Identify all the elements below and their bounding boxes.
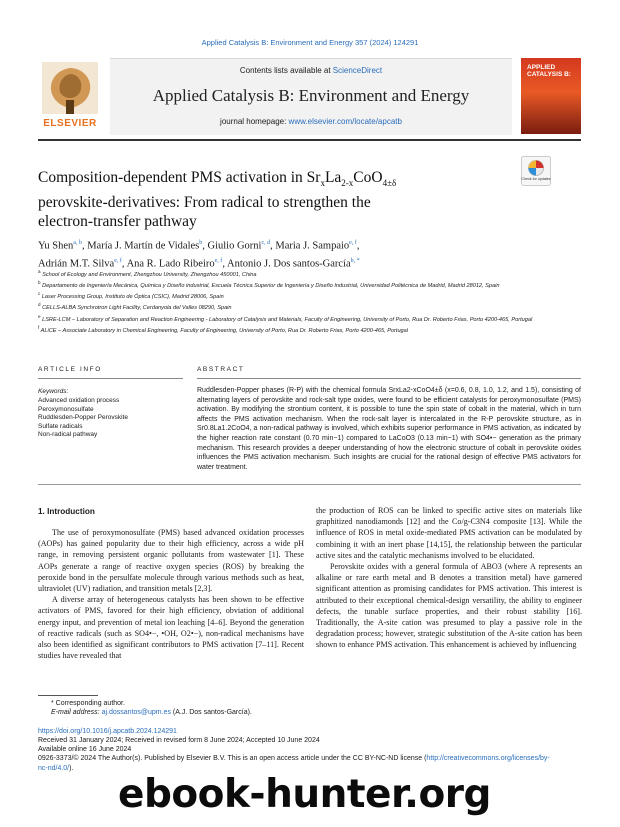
affiliation-item xyxy=(38,313,558,324)
doi-link[interactable]: https://doi.org/10.1016/j.apcatb.2024.124291 xyxy=(38,727,177,735)
affiliation-text: Departamento de Ingeniería Mecánica, Química y Diseño industrial, Escuela Técnica Superior de Ingeniería y Diseño Industrial, Universidad Politécnica de Madrid, Madrid 28012, Spain xyxy=(42,283,500,290)
author-name[interactable]: Antonio J. Dos santos-García xyxy=(226,258,351,269)
check-for-updates-label: Check for updates xyxy=(521,177,551,181)
body-paragraph: Perovskite oxides with a general formula of ABO3 (where A represents an alkaline or rare earth metal and B denotes a transition metal) have garnered significant attention as promising candidates for PMS activation. This interest is attributed to their exceptional chemical-design versatility, the ability to engineer defects, the tunable surface properties, and their robust stability [16]. Traditionally, the A-site cation was presumed to play a passive role in the degradation process; however, strategic substitution of the A-site cation has been shown to enhance PMS activation. This enhancement is achieved by influencing xyxy=(316,562,582,650)
homepage-link[interactable]: www.elsevier.com/locate/apcatb xyxy=(288,117,402,126)
author-affil-sup[interactable]: c, d xyxy=(261,240,271,246)
affiliation-sup: e xyxy=(38,313,41,319)
affiliation-sup: f xyxy=(38,324,40,330)
abstract-rule xyxy=(197,378,581,379)
author-name[interactable]: María J. Martín de Vidales xyxy=(87,240,200,252)
publisher-name: ELSEVIER xyxy=(43,118,97,129)
author-affil-sup[interactable]: e, f xyxy=(349,240,357,246)
abstract-heading: ABSTRACT xyxy=(197,366,245,373)
journal-cover[interactable] xyxy=(521,58,581,134)
keyword-item: Ruddlesden-Popper Perovskite xyxy=(38,414,128,422)
keyword-item: Advanced oxidation process xyxy=(38,397,120,404)
license-prefix: 0926-3373/© 2024 The Author(s). Published by Elsevier B.V. This is an open access article under the CC BY-NC-ND license ( xyxy=(38,755,427,763)
journal-header xyxy=(110,58,512,135)
author-name[interactable]: Ana R. Lado Ribeiro xyxy=(126,258,215,269)
footnotes xyxy=(38,699,558,773)
cover-title: APPLIED CATALYSIS B: xyxy=(527,64,571,78)
email-link[interactable]: aj.dossantos@upm.es xyxy=(101,709,171,717)
affiliation-sup: d xyxy=(38,302,41,308)
sciencedirect-link[interactable]: ScienceDirect xyxy=(332,66,383,75)
affiliation-text: LSRE-LCM – Laboratory of Separation and Reaction Engineering - Laboratory of Catalysis and Materials, Faculty of Engineering, University of Porto, Rua Dr. Roberto Frias, Porto 4200-465, Portugal xyxy=(42,316,533,323)
keyword-item: Non-radical pathway xyxy=(38,431,98,439)
crossmark-icon xyxy=(521,156,551,186)
section-heading-introduction: 1. Introduction xyxy=(38,507,95,516)
affiliation-item xyxy=(38,268,558,279)
title-line-3: electron-transfer pathway xyxy=(38,213,197,231)
affiliation-item xyxy=(38,324,558,335)
contents-line xyxy=(110,66,512,75)
contents-prefix: Contents lists available at xyxy=(239,66,333,75)
journal-reference[interactable]: Applied Catalysis B: Environment and Energy 357 (2024) 124291 xyxy=(201,38,419,47)
keyword-item: Peroxymonosulfate xyxy=(38,405,94,413)
abstract-bottom-rule xyxy=(38,484,581,485)
header-divider xyxy=(38,139,581,141)
affiliation-text: School of Ecology and Environment, Zhengzhou University, Zhengzhou 450001, China xyxy=(42,271,257,278)
body-paragraph: A diverse array of heterogeneous catalysts has been shown to be effective activators of PMS, favored for their high efficiency, obviation of additional energy input, and prevention of metal ion leaching [4–6]. Beyond the generation of reactive radicals (such as SO4•−, •OH, O2•−), non-radical mechanisms have also been identified as significant contributors to PMS activation [7–11]. Recent studies have revealed that xyxy=(38,595,304,661)
watermark-text: ebook-hunter.org xyxy=(118,772,491,817)
title-line-1: Composition-dependent PMS activation in Sr xyxy=(38,169,321,186)
email-suffix: (A.J. Dos santos-García). xyxy=(170,709,252,717)
affiliation-item xyxy=(38,301,558,312)
available-online: Available online 16 June 2024 xyxy=(38,746,132,754)
affiliation-text: CELLS-ALBA Synchrotron Light Facility, Cerdanyola del Valles 08290, Spain xyxy=(42,305,232,312)
affiliation-text: ALiCE – Associate Laboratory in Chemical Engineering, Faculty of Engineering, University of Porto, Rua Dr. Roberto Frias, Porto 4200-465, Portugal xyxy=(40,327,409,334)
affiliation-sup: c xyxy=(38,291,41,297)
homepage-line xyxy=(110,117,512,126)
author-affil-sup[interactable]: e, f xyxy=(214,257,223,264)
corresponding-author-note: * Corresponding author. xyxy=(51,700,125,707)
affiliation-sup: b xyxy=(38,280,41,286)
keywords-label: Keywords: xyxy=(38,388,69,395)
keywords-list xyxy=(38,397,128,440)
body-left-column xyxy=(38,527,304,661)
author-name[interactable]: Adrián M.T. Silva xyxy=(38,258,115,269)
author-affil-sup[interactable]: b, * xyxy=(350,257,360,264)
keyword-item: Sulfate radicals xyxy=(38,422,83,430)
body-right-column xyxy=(316,505,582,651)
body-paragraph: the production of ROS can be linked to specific active sites on materials like graphitized nanodiamonds [12] and the Co/g-C3N4 composite [13]. While the influence of ROS in metal oxide-mediated PMS activation can be modulated by combining it with an inert phase [14,15], the relationship between the particular active sites and the catalytic mechanisms involved to be elucidated. xyxy=(316,506,582,560)
author-name[interactable]: Yu Shen xyxy=(38,240,74,252)
email-line xyxy=(38,708,558,717)
affiliation-item xyxy=(38,290,558,301)
license-line xyxy=(38,754,558,773)
affiliation-text: Laser Processing Group, Instituto de Óptica (CSIC), Madrid 28006, Spain xyxy=(41,294,224,301)
journal-title: Applied Catalysis B: Environment and Energy xyxy=(152,86,470,105)
title-line-2: perovskite-derivatives: From radical to strengthen the xyxy=(38,194,371,212)
author-affil-sup[interactable]: b xyxy=(199,240,203,246)
license-link[interactable]: http://creativecommons.org/licenses/by-nc-nd/4.0/ xyxy=(38,755,550,772)
author-line-1: Yu Shen$^{a, b}$, María J. Martín de Vidales$^b$, Giulio Gorni$^{c, d}$, Maria J. Sampaio$^{e, f}$, xyxy=(38,240,360,252)
received-dates: Received 31 January 2024; Received in revised form 8 June 2024; Accepted 10 June 2024 xyxy=(38,736,320,744)
homepage-prefix: journal homepage: xyxy=(220,117,289,126)
author-line-2: Adrián M.T. Silva$^{e, f}$, Ana R. Lado Ribeiro$^{e, f}$, Antonio J. Dos santos-García$^{b, *}$ xyxy=(38,257,360,269)
author-list xyxy=(38,236,508,271)
abstract-text: Ruddlesden-Popper phases (R-P) with the chemical formula SrxLa2-xCoO4±δ (x=0.6, 0.8, 1.0, 1.2, and 1.5), consisting of alternating layers of perovskite and rock-salt type oxides, were found to be efficient catalysts for peroxymonosulfate (PMS) activation. By modifying the strontium content, it is possible to tune the spin state of cobalt in the material, which in turn affects the PMS activation mechanism. When the rock-salt layer is intercalated in the R-P perovskite structure, as in Sr0.8La1.2CoO4, a non-radical pathway is involved, which exhibits superior performance in PMS activation, as indicated by the higher reaction rate constant (0.70 min−1) compared to LaCoO3 (0.13 min−1) with SO4•− generation as the primary mechanism. This research provides a deeper understanding of how the electronic structure of cobalt in perovskite oxides influences the PMS activation mechanism. Such insights are crucial for the rational design of effective PMS activators for water treatment. xyxy=(197,387,581,471)
body-paragraph: The use of peroxymonosulfate (PMS) based advanced oxidation processes (AOPs) has gained popularity due to their high efficiency, across a wide pH range, in removing persistent organic pollutants from wastewater [1]. These AOPs generate a range of reactive oxygen species (ROS) by breaking the peroxide bond in the persulfate molecule through various methods such as heat, ultraviolet (UV) radiation, and transition metals [2,3]. xyxy=(38,528,304,594)
author-affil-sup[interactable]: a, b xyxy=(73,240,82,246)
article-info-rule xyxy=(38,378,183,379)
affiliation-sup: a xyxy=(38,269,41,274)
article-title: Composition-dependent PMS activation in $Sr_xLa_{2-x}CoO_{4\pm\delta}$ perovskite-derivatives: From radical to strengthen the electron-transfer pathway xyxy=(38,168,508,231)
footnote-rule xyxy=(38,695,98,696)
author-name[interactable]: Giulio Gorni xyxy=(207,240,262,252)
license-suffix: ). xyxy=(69,764,74,772)
author-name[interactable]: Maria J. Sampaio xyxy=(275,240,350,252)
affiliation-item xyxy=(38,279,558,290)
affiliations xyxy=(38,268,558,335)
article-info-heading: ARTICLE INFO xyxy=(38,366,102,373)
author-affil-sup[interactable]: e, f xyxy=(114,257,122,264)
check-for-updates-badge[interactable] xyxy=(521,156,551,186)
elsevier-logo xyxy=(38,60,102,132)
email-label: E-mail address: xyxy=(51,709,102,717)
